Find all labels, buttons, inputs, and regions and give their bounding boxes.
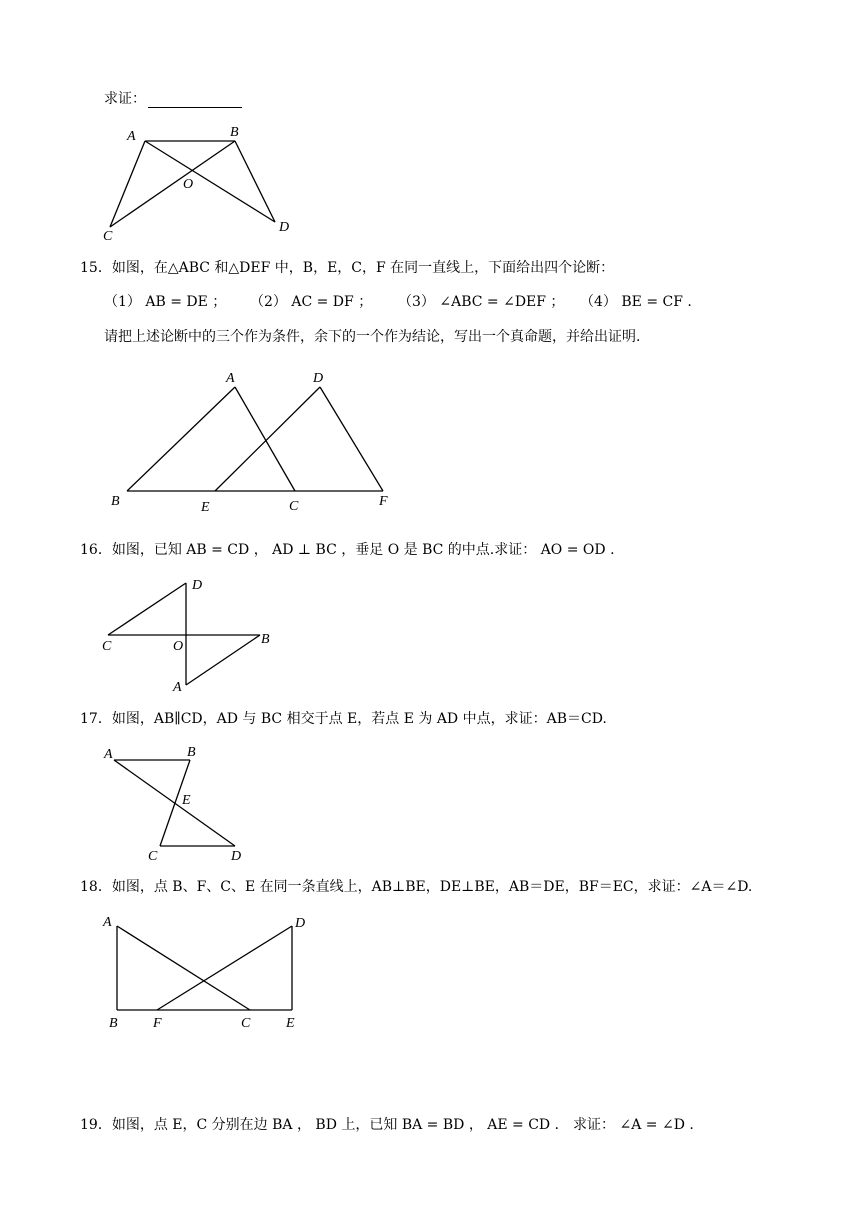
problem-15-condition-1: （1） AB = DE ； [104, 294, 227, 310]
segment-cd [108, 583, 186, 635]
problem-16-number: 16． [80, 542, 112, 558]
problem-19-number: 19． [80, 1117, 112, 1133]
label-d: D [279, 220, 290, 235]
problem-19-text: 如图，点 E，C 分别在边 BA ， BD 上，已知 BA = BD ， AE = CD ． 求证： ∠A = ∠D . [111, 1117, 694, 1133]
label-o: O [173, 639, 184, 654]
figure-15 [100, 365, 410, 520]
problem-17-number: 17． [80, 711, 112, 727]
segment-bc [110, 141, 235, 227]
problem-18-text: 如图，点 B、F、C、E 在同一条直线上，AB⊥BE，DE⊥BE，AB＝DE，BF＝EC，求证：∠A＝∠D. [111, 879, 753, 895]
problem-17-text: 如图，AB∥CD，AD 与 BC 相交于点 E，若点 E 为 AD 中点，求证：AB＝CD. [111, 711, 607, 727]
segment-ed [215, 387, 320, 491]
label-b: B [261, 632, 270, 647]
problem-19-statement [80, 1116, 694, 1134]
figure-14 [100, 122, 300, 247]
label-a: A [127, 129, 136, 144]
label-e: E [182, 793, 191, 808]
label-a: A [104, 747, 113, 762]
label-b: B [111, 494, 120, 509]
segment-ac [110, 141, 145, 227]
label-a: A [226, 371, 235, 386]
figure-18 [100, 908, 320, 1038]
problem-16-statement [80, 541, 615, 559]
label-c: C [148, 849, 158, 864]
label-c: C [289, 499, 299, 514]
problem-15-condition-3: （3） ∠ABC = ∠DEF ； [398, 294, 565, 310]
segment-df [320, 387, 383, 491]
label-b: B [187, 745, 196, 760]
segment-fd [157, 926, 292, 1010]
problem-15-number: 15． [80, 260, 112, 276]
segment-ac [235, 387, 295, 491]
label-c: C [103, 229, 113, 244]
answer-blank [148, 93, 242, 108]
prove-line [104, 90, 242, 108]
problem-15-statement [80, 259, 614, 277]
label-d: D [192, 578, 203, 593]
problem-15-instruction: 请把上述论断中的三个作为条件，余下的一个作为结论，写出一个真命题，并给出证明. [104, 329, 641, 345]
problem-15-condition-4: （4） BE = CF . [580, 294, 692, 310]
segment-ad [114, 760, 235, 846]
problem-18-statement [80, 878, 752, 896]
prove-label: 求证： [104, 91, 146, 107]
problem-18-number: 18． [80, 879, 112, 895]
label-e: E [286, 1016, 295, 1031]
label-o: O [183, 177, 194, 192]
problem-15-condition-2: （2） AC = DF ； [250, 294, 373, 310]
label-b: B [230, 125, 239, 140]
segment-ac [117, 926, 250, 1010]
segment-ab [186, 635, 260, 685]
label-d: D [313, 371, 324, 386]
label-c: C [241, 1016, 251, 1031]
segment-ba [127, 387, 235, 491]
label-b: B [109, 1016, 118, 1031]
label-f: F [379, 494, 388, 509]
label-a: A [173, 680, 182, 695]
label-f: F [153, 1016, 162, 1031]
label-d: D [231, 849, 242, 864]
problem-17-statement [80, 710, 607, 728]
figure-17 [100, 742, 260, 867]
problem-15-text: 如图，在△ABC 和△DEF 中，B，E，C，F 在同一直线上，下面给出四个论断： [111, 260, 615, 276]
label-d: D [295, 916, 306, 931]
label-e: E [201, 500, 210, 515]
figure-16 [100, 575, 280, 695]
label-a: A [103, 915, 112, 930]
label-c: C [102, 639, 112, 654]
problem-16-text: 如图，已知 AB = CD ， AD ⊥ BC ，垂足 O 是 BC 的中点.求证： AO = OD . [111, 542, 615, 558]
